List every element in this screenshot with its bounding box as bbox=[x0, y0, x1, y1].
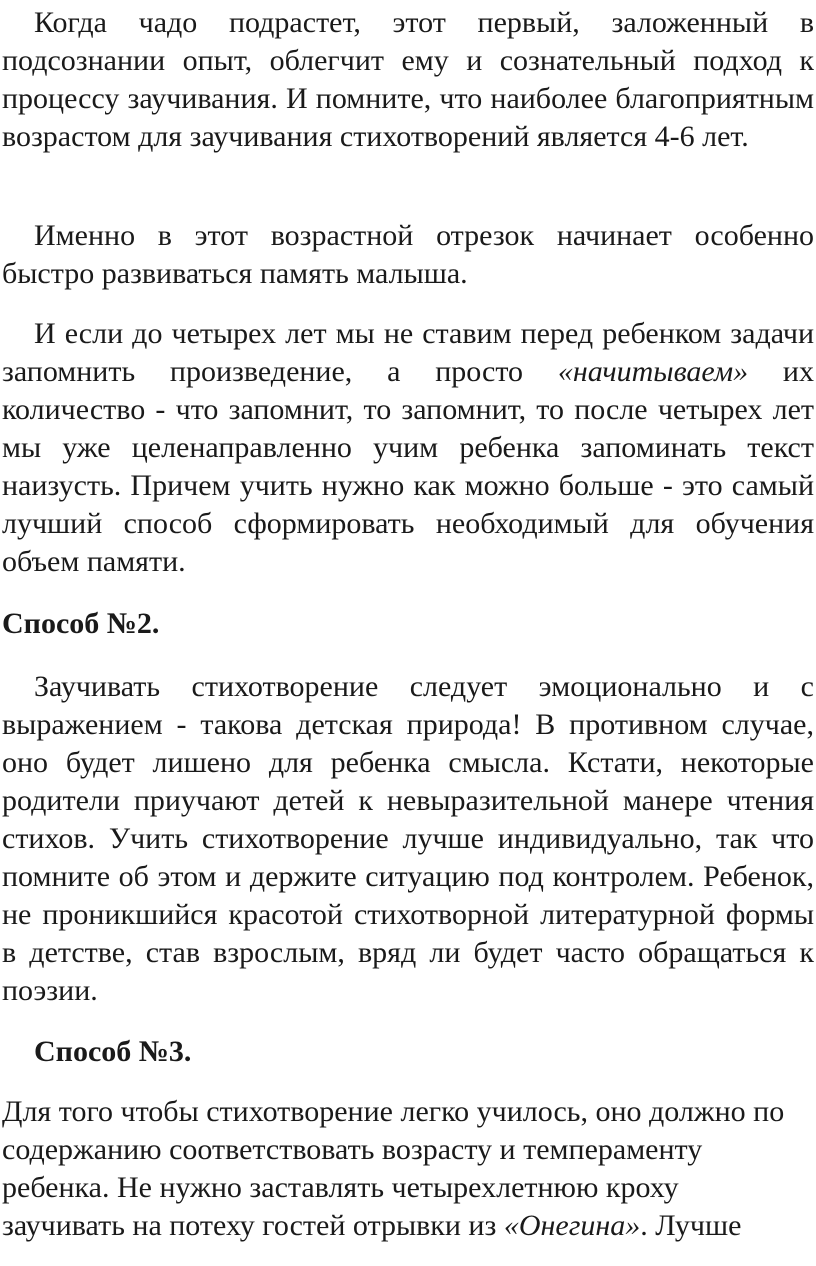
heading-method-2: Способ №2. bbox=[2, 607, 160, 640]
italic-quote: «начитываем» bbox=[557, 355, 749, 388]
paragraph-memory-development: Именно в этот возрастной отрезок начинает особенно быстро развиваться память малыша. bbox=[2, 219, 814, 290]
heading-method-3: Способ №3. bbox=[34, 1035, 192, 1068]
paragraph-text: Для того чтобы стихотворение легко училось, оно должно по содержанию соответствовать возрасту и темпераменту ребенка. Не нужно заставлять четырехлетнюю кроху заучивать на потеху гостей отрывки из bbox=[2, 1095, 785, 1242]
paragraph-text: И если до четырех лет мы не ставим перед ребенком задачи запомнить произведение, а просто bbox=[2, 317, 814, 388]
paragraph-reading-aloud bbox=[2, 315, 814, 581]
paragraph-text: их количество - что запомнит, то запомнит, то после четырех лет мы уже целенаправленно учим ребенка запоминать текст наизусть. Причем учить нужно как можно больше - это самый лучший способ сформировать необходимый для обучения объем памяти. bbox=[2, 355, 814, 578]
italic-quote: «Онегина» bbox=[503, 1209, 641, 1242]
paragraph-text: . Лучше bbox=[640, 1209, 742, 1242]
paragraph-age-appropriate bbox=[2, 1093, 792, 1245]
paragraph-expressive-reading: Заучивать стихотворение следует эмоционально и с выражением - такова детская природа! В противном случае, оно будет лишено для ребенка смысла. Кстати, некоторые родители приучают детей к невыразительной манере чтения стихов. Учить стихотворение лучше индивидуально, так что помните об этом и держите ситуацию под контролем. Ребенок, не проникшийся красотой стихотворной литературной формы в детстве, став взрослым, вряд ли будет часто обращаться к поэзии. bbox=[2, 670, 814, 1007]
paragraph-memorization-age: Когда чадо подрастет, этот первый, заложенный в подсознании опыт, облегчит ему и сознательный подход к процессу заучивания. И помните, что наиболее благоприятным возрастом для заучивания стихотворений является 4-6 лет. bbox=[2, 6, 814, 153]
